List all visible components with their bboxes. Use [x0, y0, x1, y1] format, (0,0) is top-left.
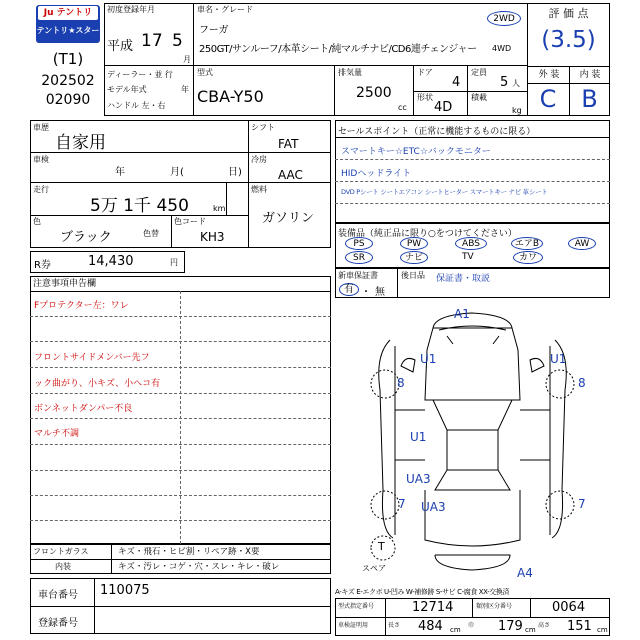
overall-score: (3.5) [541, 27, 596, 53]
mark-u1-right: U1 [550, 352, 567, 366]
first-reg-label: 初度登録年月 [107, 5, 155, 14]
type-designation-label: 型式指定番号 [338, 603, 375, 610]
mark-7-left: 7 [398, 497, 406, 511]
mark-8-right: 8 [578, 376, 586, 390]
mark-7-right: 7 [578, 497, 586, 511]
dealer-label: ディーラー・並 行 [107, 70, 173, 79]
shape: 4D [434, 100, 453, 115]
note-line-3: フロントサイドメンバー先フ [34, 353, 150, 363]
interior-grade: B [581, 85, 598, 113]
width-label: 巾 [468, 622, 475, 629]
color-label: 色 [33, 217, 41, 226]
usage-label: 車歴 [33, 123, 49, 132]
shift-label: シフト [251, 123, 275, 132]
exterior-label: 外 装 [538, 70, 560, 80]
mark-8-left: 8 [397, 376, 405, 390]
car-diagram [335, 300, 610, 582]
equipment-ps: PS [345, 237, 373, 250]
front-glass-label: フロントガラス [33, 547, 89, 556]
category-label: 類別区分番号 [476, 603, 513, 610]
recycle-amount: 14,430 [88, 254, 134, 269]
capacity-label: 定員 [471, 68, 487, 77]
chassis-label: 車台番号 [38, 590, 78, 601]
equipment-abs: ABS [455, 237, 487, 250]
month: 5 [172, 31, 183, 51]
length-label: 長さ [388, 622, 401, 629]
auction-logo [36, 5, 100, 43]
kg-unit: kg [512, 106, 522, 115]
inspection-month: 月( [170, 167, 184, 178]
note-line-4: ック曲がり、小キズ、小ヘコ有 [34, 379, 161, 389]
type-label: 型式 [197, 68, 213, 77]
category-number: 0064 [552, 600, 586, 615]
equipment-leather: カワ [513, 251, 543, 264]
shape-label: 形状 [417, 93, 433, 102]
capacity: 5 [500, 75, 509, 90]
equipment-header: 装備品（純正品に限り○をつけてください） [338, 229, 517, 239]
front-glass-legend: キズ・飛石・ヒビ割・リペア跡・X要 [118, 547, 260, 557]
exterior-grade: C [539, 85, 557, 113]
handle-label: ハンドル 左・右 [107, 101, 166, 110]
mileage-label: 走行 [33, 185, 49, 194]
shift-value: FAT [278, 137, 299, 151]
lot-code: (T1) [52, 50, 84, 68]
length-value: 484 [418, 619, 443, 634]
equipment-tv: TV [462, 252, 474, 262]
year-unit: 年 [181, 85, 189, 94]
displacement: 2500 [356, 85, 392, 101]
era: 平成 [107, 39, 134, 54]
mark-ua3-lower: UA3 [421, 500, 446, 514]
lot-number-2: 02090 [45, 92, 91, 108]
height-label: 高さ [538, 622, 551, 629]
registration-label: 登録番号 [38, 618, 78, 629]
chassis-value: 110075 [100, 583, 150, 598]
doors: 4 [452, 75, 461, 90]
equipment-airbag: エアB [511, 237, 543, 250]
model-year-label: モデル年式 [107, 85, 147, 94]
mark-u1-left: U1 [420, 352, 437, 366]
car-name-label: 車名・グレード [197, 5, 253, 14]
ac-value: AAC [278, 168, 303, 182]
height-value: 151 [567, 619, 592, 634]
recycle-label: R券 [34, 260, 51, 271]
grade: 250GT/サンルーフ/本革シート/純マルチナビ/CD6連チェンジャー [199, 44, 477, 55]
mark-a1: A1 [454, 307, 470, 321]
inspection-day: 日) [228, 167, 242, 178]
notes-header: 注意事項申告欄 [33, 279, 97, 289]
note-line-1: Fプロテクター左：ワレ [34, 301, 129, 311]
capacity-unit: 人 [512, 79, 520, 88]
load-label: 積載 [471, 93, 487, 102]
sales-point-3: DVD Pシート シートエアコン シートヒーター スマートキー ナビ 革シート [341, 188, 548, 196]
post-delivery-value: 保証書・取説 [436, 274, 491, 284]
equipment-pw: PW [400, 237, 428, 250]
door-label: ドア [417, 68, 433, 77]
displacement-label: 排気量 [338, 68, 362, 77]
interior-legend: キズ・汚レ・コゲ・穴・スレ・キレ・破レ [118, 562, 280, 572]
mark-u1-left-mid: U1 [410, 430, 427, 444]
logo-line1: Ju テントリ [38, 6, 98, 20]
color-value: ブラック [60, 230, 112, 245]
sales-point-1: スマートキー☆ETC☆バックモニター [341, 147, 491, 157]
note-line-5: ボンネットダンパー不良 [34, 404, 133, 414]
equipment-navi: ナビ [400, 251, 428, 264]
cc-unit: cc [398, 103, 407, 112]
drive-2wd: 2WD [487, 11, 521, 26]
warranty-no: 無 [375, 287, 385, 298]
width-unit: cm [525, 626, 536, 634]
month-unit: 月 [183, 55, 191, 64]
equipment-sr: SR [345, 251, 373, 264]
warranty-label: 新車保証書 [338, 271, 378, 280]
spare-label: スペア [362, 564, 386, 573]
type-value: CBA-Y50 [197, 87, 264, 106]
sales-points-header: セールスポイント（正常に機能するものに限る） [338, 127, 536, 137]
logo-line2: テントリ★スター [36, 26, 100, 35]
length-unit: cm [450, 626, 461, 634]
ac-label: 冷房 [251, 155, 267, 164]
color-code-label: 色コード [174, 217, 206, 226]
interior-label: 内 装 [579, 70, 601, 80]
drive-4wd: 4WD [492, 44, 512, 53]
equipment-aw: AW [568, 237, 596, 250]
car-name: フーガ [199, 25, 229, 36]
reg-cert-label: 車検証明用 [338, 622, 369, 629]
recycle-unit: 円 [170, 258, 178, 267]
mileage: 5万 1千 450 [90, 196, 189, 216]
usage-value: 自家用 [55, 133, 106, 153]
mark-t: T [378, 540, 385, 553]
fuel-label: 燃料 [251, 185, 267, 194]
year: 17 [141, 31, 163, 51]
warranty-dot: ・ [361, 287, 371, 298]
inspection-year: 年 [115, 167, 125, 178]
damage-legend: A-キズ E-エクボ U-凹み W-補修跡 S-サビ C-腐食 XX-交換済 [335, 588, 510, 596]
width-value: 179 [498, 619, 523, 634]
interior-legend-label: 内装 [55, 562, 71, 571]
inspection-label: 車検 [33, 155, 49, 164]
mark-ua3-upper: UA3 [406, 472, 431, 486]
height-unit: cm [597, 626, 608, 634]
type-designation: 12714 [412, 600, 454, 615]
sales-point-2: HIDヘッドライト [341, 169, 412, 179]
note-line-6: マルチ不調 [34, 429, 80, 439]
km-unit: km [213, 204, 226, 213]
color-code: KH3 [200, 230, 225, 244]
eval-label: 評 価 点 [548, 7, 589, 20]
fuel-value: ガソリン [262, 211, 315, 226]
warranty-yes: 有 [339, 283, 359, 296]
color-change-label: 色替 [143, 229, 159, 238]
mark-a4: A4 [517, 566, 533, 580]
lot-number-1: 202502 [41, 73, 95, 89]
left-side-outline [379, 340, 393, 538]
post-delivery-label: 後日品 [401, 271, 425, 280]
